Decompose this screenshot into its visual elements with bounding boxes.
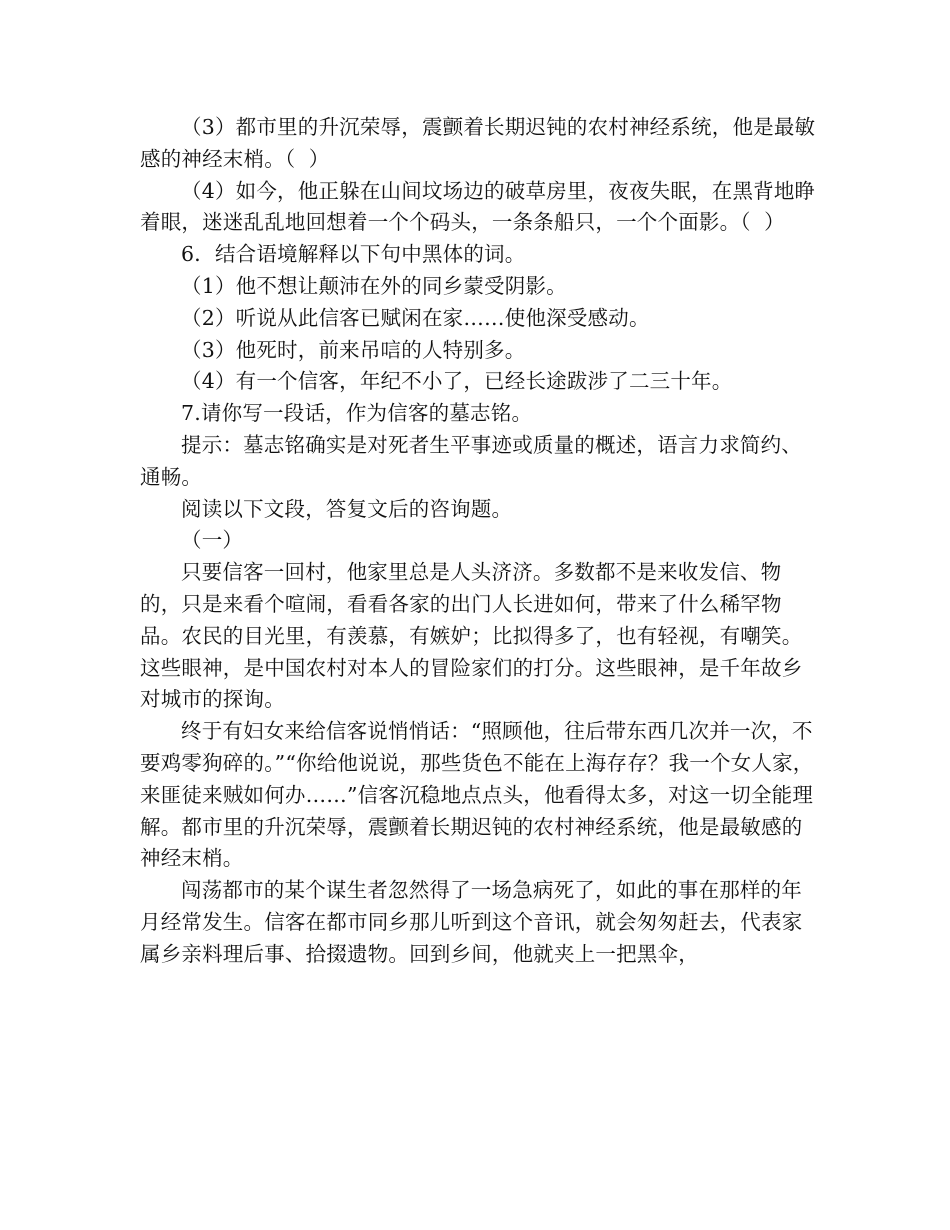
paragraph-question-5-3: （3）都市里的升沉荣辱，震颤着长期迟钝的农村神经系统，他是最敏感的神经末梢。（ ） — [140, 115, 816, 171]
paragraph-question-7: 7.请你写一段话，作为信客的墓志铭。 — [181, 401, 533, 426]
passage-paragraph-2: 终于有妇女来给信客说悄悄话：“照顾他，往后带东西几次并一次，不要鸡零狗碎的。”“你给他说说，那些货色不能在上海存存？我一个女人家，来匪徒来贼如何办……”信客沉稳地点点头，他看得太多，对这一切全能理解。都市里的升沉荣辱，震颤着长期迟钝的农村神经系统，他是最敏感的神经末梢。 — [140, 719, 814, 871]
paragraph-question-6-1: （1）他不想让颠沛在外的同乡蒙受阴影。 — [181, 273, 567, 298]
paragraph-question-6-4: （4）有一个信客，年纪不小了，已经长途跋涉了二三十年。 — [181, 369, 733, 394]
paragraph-reading-instruction: 阅读以下文段，答复文后的咨询题。 — [181, 496, 513, 521]
paragraph-question-5-4: （4）如今，他正躲在山间坟场边的破草房里，夜夜失眠，在黑背地睁着眼，迷迷乱乱地回想着一个个码头，一条条船只，一个个面影。（ ） — [140, 178, 816, 235]
passage-paragraph-3: 闯荡都市的某个谋生者忽然得了一场急病死了，如此的事在那样的年月经常发生。信客在都市同乡那儿听到这个音讯，就会匆匆赶去，代表家属乡亲料理后事、拾掇遗物。回到乡间，他就夹上一把黑伞， — [140, 878, 803, 966]
section-heading: （一） — [181, 528, 244, 553]
paragraph-question-6-2: （2）听说从此信客已赋闲在家……使他深受感动。 — [181, 305, 650, 330]
paragraph-question-6-3: （3）他死时，前来吊唁的人特别多。 — [181, 337, 526, 362]
passage-paragraph-1: 只要信客一回村，他家里总是人头济济。多数都不是来收发信、物的，只是来看个喧闹，看看各家的出门人长进如何，带来了什么稀罕物品。农民的目光里，有羡慕，有嫉妒；比拟得多了，也有轻视，有嘲笑。这些眼神，是中国农村对本人的冒险家们的打分。这些眼神，是千年故乡对城市的探询。 — [140, 560, 803, 712]
paragraph-question-6: 6．结合语境解释以下句中黑体的词。 — [181, 242, 526, 267]
document-body — [140, 112, 820, 971]
paragraph-hint: 提示：墓志铭确实是对死者生平事迹或质量的概述，语言力求简约、通畅。 — [140, 432, 802, 489]
